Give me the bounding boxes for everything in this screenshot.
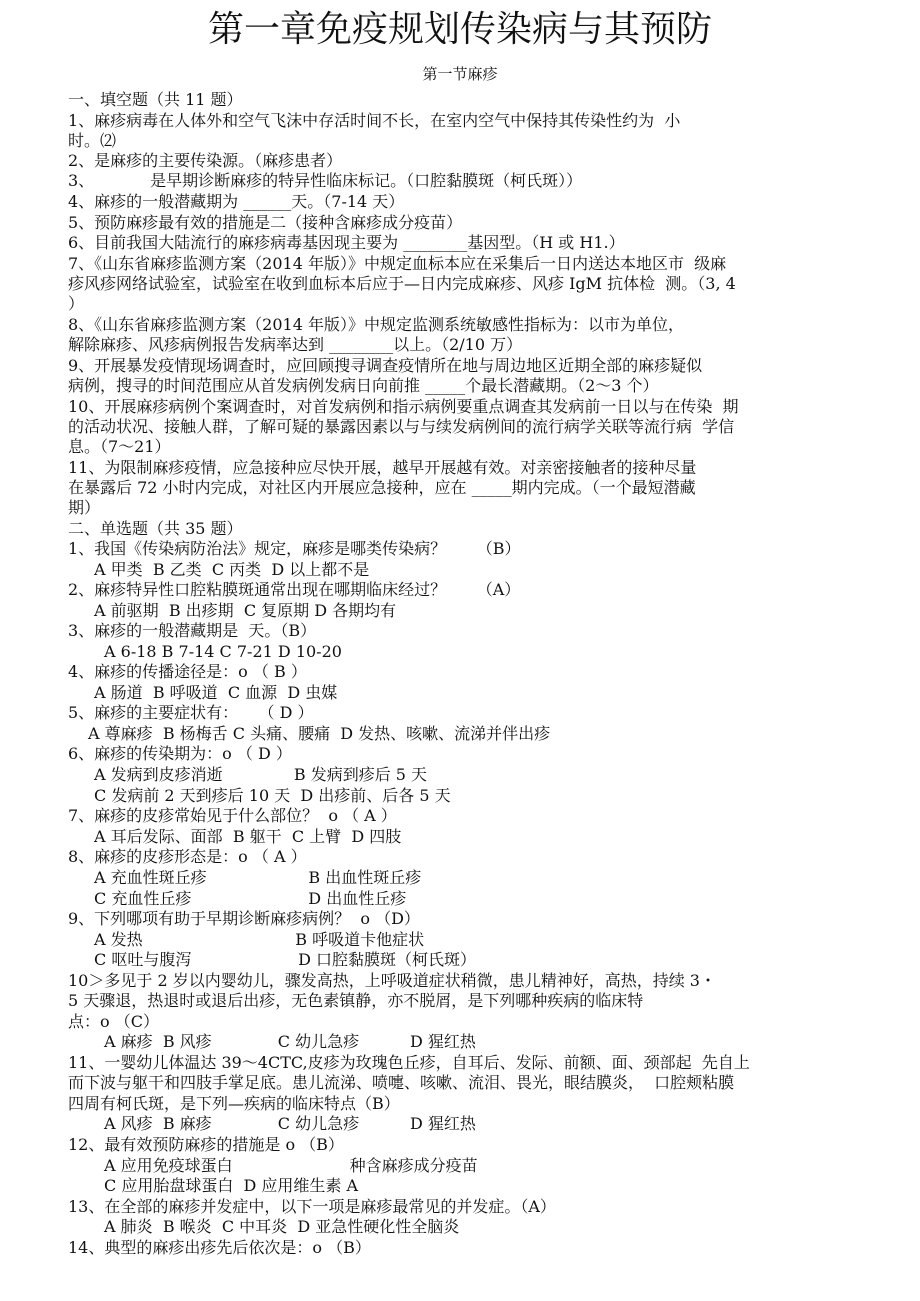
text-line: 9、开展暴发疫情现场调查时，应回顾搜寻调查疫情所在地与周边地区近期全部的麻疹疑似: [68, 356, 703, 375]
text-line: 5、预防麻疹最有效的措施是二（接种含麻疹成分疫苗）: [68, 213, 463, 232]
text-line: A 尊麻疹 B 杨梅舌 C 头痛、腰痛 D 发热、咳嗽、流涕并伴出疹: [88, 724, 551, 743]
text-line: 7、麻疹的皮疹常始见于什么部位？ o （ A ）: [68, 806, 397, 825]
text-line: 6、麻疹的传染期为：o （ D ）: [68, 744, 292, 763]
text-line: A 耳后发际、面部 B 躯干 C 上臂 D 四肢: [94, 827, 402, 846]
text-line: ）: [68, 294, 85, 313]
text-line: A 甲类 B 乙类 C 丙类 D 以上都不是: [94, 560, 370, 579]
text-line: 在暴露后 72 小时内完成，对社区内开展应急接种，应在 _____期内完成。（一个最短潜藏: [68, 478, 696, 497]
text-line: 10＞多见于 2 岁以内婴幼儿，骤发高热，上呼吸道症状稍微，患儿精神好，高热，持续 3・: [68, 971, 716, 990]
text-line: 12、最有效预防麻疹的措施是 o （B）: [68, 1135, 344, 1154]
text-line: 4、麻疹的一般潜藏期为 ______天。（7-14 天）: [68, 192, 405, 211]
text-line: C 充血性丘疹 D 出血性丘疹: [94, 889, 407, 908]
text-line: 1、我国《传染病防治法》规定，麻疹是哪类传染病？ （B）: [68, 539, 521, 558]
text-line: 8、麻疹的皮疹形态是：o （ A ）: [68, 847, 307, 866]
text-line: 5、麻疹的主要症状有： （ D ）: [68, 703, 314, 722]
text-line: A 风疹 B 麻疹 C 幼儿急疹 D 猩红热: [104, 1114, 476, 1133]
text-line: A 前驱期 B 出疹期 C 复原期 D 各期均有: [94, 601, 397, 620]
text-line: 7、《山东省麻疹监测方案（2014 年版）》中规定血标本应在采集后一日内送达本地区市 级麻: [68, 254, 727, 273]
text-line: 5 天骤退，热退时或退后出疹，无色素镇静，亦不脱屑，是下列哪种疾病的临床特: [68, 991, 644, 1010]
text-line: 解除麻疹、风疹病例报告发病率达到 ________以上。（2/10 万）: [68, 335, 523, 354]
text-line: 1、麻疹病毒在人体外和空气飞沫中存活时间不长，在室内空气中保持其传染性约为 小: [68, 111, 681, 130]
text-line: A 充血性斑丘疹 B 出血性斑丘疹: [94, 868, 422, 887]
text-line: 3、 是早期诊断麻疹的特异性临床标记。（口腔黏膜斑（柯氏斑））: [68, 171, 583, 190]
text-line: 四周有柯氏斑，是下列—疾病的临床特点（B）: [68, 1094, 400, 1113]
text-line: 10、开展麻疹病例个案调查时，对首发病例和指示病例要重点调查其发病前一日以与在传染 期: [68, 397, 739, 416]
text-line: 2、麻疹特异性口腔粘膜斑通常出现在哪期临床经过？ （A）: [68, 580, 521, 599]
text-line: A 麻疹 B 风疹 C 幼儿急疹 D 猩红热: [104, 1032, 476, 1051]
text-line: 一、填空题（共 11 题）: [68, 90, 243, 109]
text-line: 二、单选题（共 35 题）: [68, 519, 243, 538]
chapter-title: 第一章免疫规划传染病与其预防: [207, 9, 712, 50]
text-line: 息。（7～21）: [68, 437, 171, 456]
text-line: 13、在全部的麻疹并发症中，以下一项是麻疹最常见的并发症。（A）: [68, 1197, 556, 1216]
text-line: C 呕吐与腹泻 D 口腔黏膜斑（柯氏斑）: [94, 950, 477, 969]
text-line: 6、目前我国大陆流行的麻疹病毒基因现主要为 ________基因型。（H 或 H1.）: [68, 233, 625, 252]
text-line: 11、为限制麻疹疫情，应急接种应尽快开展，越早开展越有效。对亲密接触者的接种尽量: [68, 458, 697, 477]
text-line: 4、麻疹的传播途径是：o （ B ）: [68, 662, 307, 681]
text-line: C 应用胎盘球蛋白 D 应用维生素 A: [104, 1176, 359, 1195]
text-line: A 发热 B 呼吸道卡他症状: [94, 930, 425, 949]
text-line: C 发病前 2 天到疹后 10 天 D 出疹前、后各 5 天: [94, 786, 451, 805]
text-line: 疹风疹网络试验室，试验室在收到血标本后应于—日内完成麻疹、风疹 IgM 抗体检 测。（3, 4: [68, 274, 736, 293]
text-line: 的活动状况、接触人群，了解可疑的暴露因素以与与续发病例间的流行病学关联等流行病 学信: [68, 417, 735, 436]
text-line: 病例，搜寻的时间范围应从首发病例发病日向前推 _____个最长潜藏期。（2～3 个）: [68, 376, 659, 395]
text-line: A 6-18 B 7-14 C 7-21 D 10-20: [104, 642, 342, 661]
text-line: 2、是麻疹的主要传染源。（麻疹患者）: [68, 151, 343, 170]
text-line: 11、一婴幼儿体温达 39～4CTC,皮疹为玫瑰色丘疹，自耳后、发际、前额、面、颈部起 先自上: [68, 1053, 750, 1072]
text-line: A 应用免疫球蛋白 种含麻疹成分疫苗: [104, 1156, 478, 1175]
text-line: A 肠道 B 呼吸道 C 血源 D 虫媒: [94, 683, 338, 702]
text-line: 8、《山东省麻疹监测方案（2014 年版）》中规定监测系统敏感性指标为：以市为单位，: [68, 315, 684, 334]
text-line: 点：o （C）: [68, 1012, 159, 1031]
text-line: 9、下列哪项有助于早期诊断麻疹病例？ o （D）: [68, 909, 420, 928]
text-line: 3、麻疹的一般潜藏期是 天。（B）: [68, 621, 317, 640]
text-line: A 肺炎 B 喉炎 C 中耳炎 D 亚急性硬化性全脑炎: [104, 1217, 460, 1236]
text-line: 时。⑵: [68, 131, 117, 150]
text-line: 而下波与躯干和四肢手掌足底。患儿流涕、喷嚏、咳嗽、流泪、畏光，眼结膜炎， 口腔颊粘膜: [68, 1073, 735, 1092]
text-line: A 发病到皮疹消逝 B 发病到疹后 5 天: [94, 765, 428, 784]
text-line: 期）: [68, 498, 101, 517]
section-title: 第一节麻疹: [422, 65, 498, 83]
text-line: 14、典型的麻疹出疹先后依次是：o （B）: [68, 1238, 371, 1257]
